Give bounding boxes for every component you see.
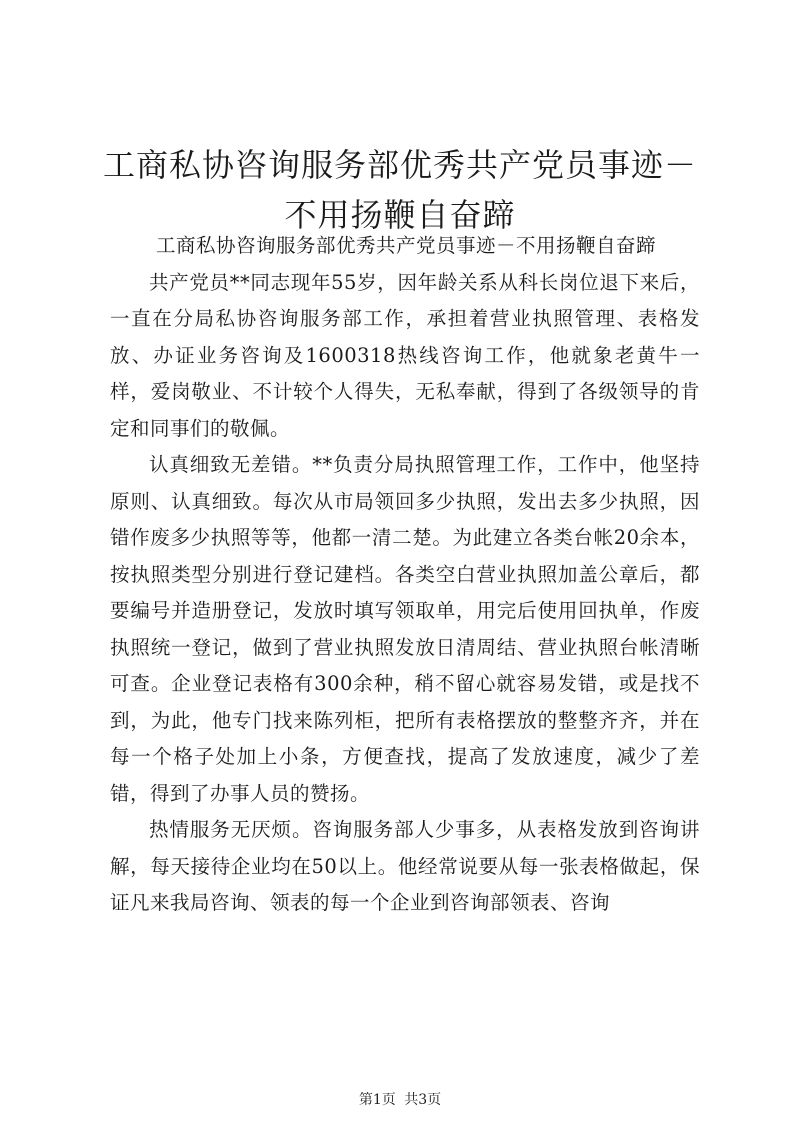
document-body [110, 228, 700, 922]
page-number: 第1页 [358, 1092, 396, 1108]
document-title: 工商私协咨询服务部优秀共产党员事迹－不用扬鞭自奋蹄 [102, 146, 697, 234]
paragraph-subtitle: 工商私协咨询服务部优秀共产党员事迹－不用扬鞭自奋蹄 [156, 234, 657, 257]
paragraph-warm-service: 热情服务无厌烦。咨询服务部人少事多，从表格发放到咨询讲解，每天接待企业均在50以上。他经常说要从每一张表格做起，保证凡来我局咨询、领表的每一个企业到咨询部领表、咨询 [110, 818, 700, 914]
paragraph-careful-work: 认真细致无差错。**负责分局执照管理工作，工作中，他坚持原则、认真细致。每次从市局领回多少执照，发出去多少执照，因错作废多少执照等等，他都一清二楚。为此建立各类台帐20余本，按执照类型分别进行登记建档。各类空白营业执照加盖公章后，都要编号并造册登记，发放时填写领取单，用完后使用回执单，作废执照统一登记，做到了营业执照发放日清周结、营业执照台帐清晰可查。企业登记表格有300余种，稍不留心就容易发错，或是找不到，为此，他专门找来陈列柜，把所有表格摆放的整整齐齐，并在每一个格子处加上小条，方便查找，提高了发放速度，减少了差错，得到了办事人员的赞扬。 [110, 453, 700, 805]
paragraph-intro: 共产党员**同志现年55岁，因年龄关系从科长岗位退下来后，一直在分局私协咨询服务部工作，承担着营业执照管理、表格发放、办证业务咨询及1600318热线咨询工作，他就象老黄牛一样，爱岗敬业、不计较个人得失，无私奉献，得到了各级领导的肯定和同事们的敬佩。 [110, 270, 700, 440]
page-total: 共3页 [404, 1092, 442, 1108]
page-footer [0, 1090, 800, 1110]
